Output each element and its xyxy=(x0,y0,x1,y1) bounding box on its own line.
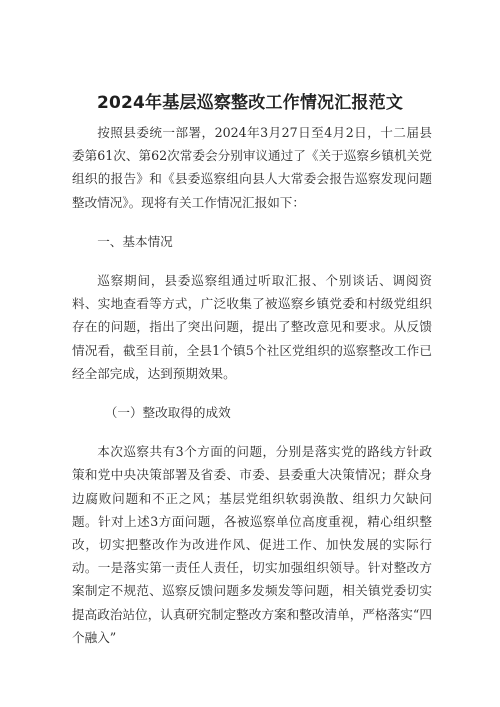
document-body xyxy=(72,121,432,665)
intro-paragraph: 按照县委统一部署，2024年3月27日至4月2日，十二届县委第61次、第62次常委会分别审议通过了《关于巡察乡镇机关党组织的报告》和《县委巡察组向县人大常委会报告巡察发现问题整改情况》。现将有关工作情况汇报如下： xyxy=(72,125,432,210)
document-title: 2024年基层巡察整改工作情况汇报范文 xyxy=(96,93,404,113)
subsection-paragraph-results: 本次巡察共有3个方面的问题，分别是落实党的路线方针政策和党中央决策部署及省委、市委、县委重大决策情况；群众身边腐败问题和不正之风；基层党组织软弱涣散、组织力欠缺问题。针对上述3方面问题，各被巡察单位高度重视，精心组织整改，切实把整改作为改进作风、促进工作、加快发展的实际行动。一是落实第一责任人责任，切实加强组织领导。针对整改方案制定不规范、巡察反馈问题多发频发等问题，相关镇党委切实提高政治站位，认真研究制定整改方案和整改清单，严格落实“四个融入” xyxy=(72,444,432,645)
section-heading-basic-situation: 一、基本情况 xyxy=(97,233,173,249)
section-paragraph-basic-situation: 巡察期间，县委巡察组通过听取汇报、个别谈话、调阅资料、实地查看等方式，广泛收集了被巡察乡镇党委和村级党组织存在的问题，指出了突出问题，提出了整改意见和要求。从反馈情况看，截至目前，全县1个镇5个社区党组织的巡察整改工作已经全部完成，达到预期效果。 xyxy=(72,273,432,381)
subsection-heading-results: （一）整改取得的成效 xyxy=(104,405,231,421)
